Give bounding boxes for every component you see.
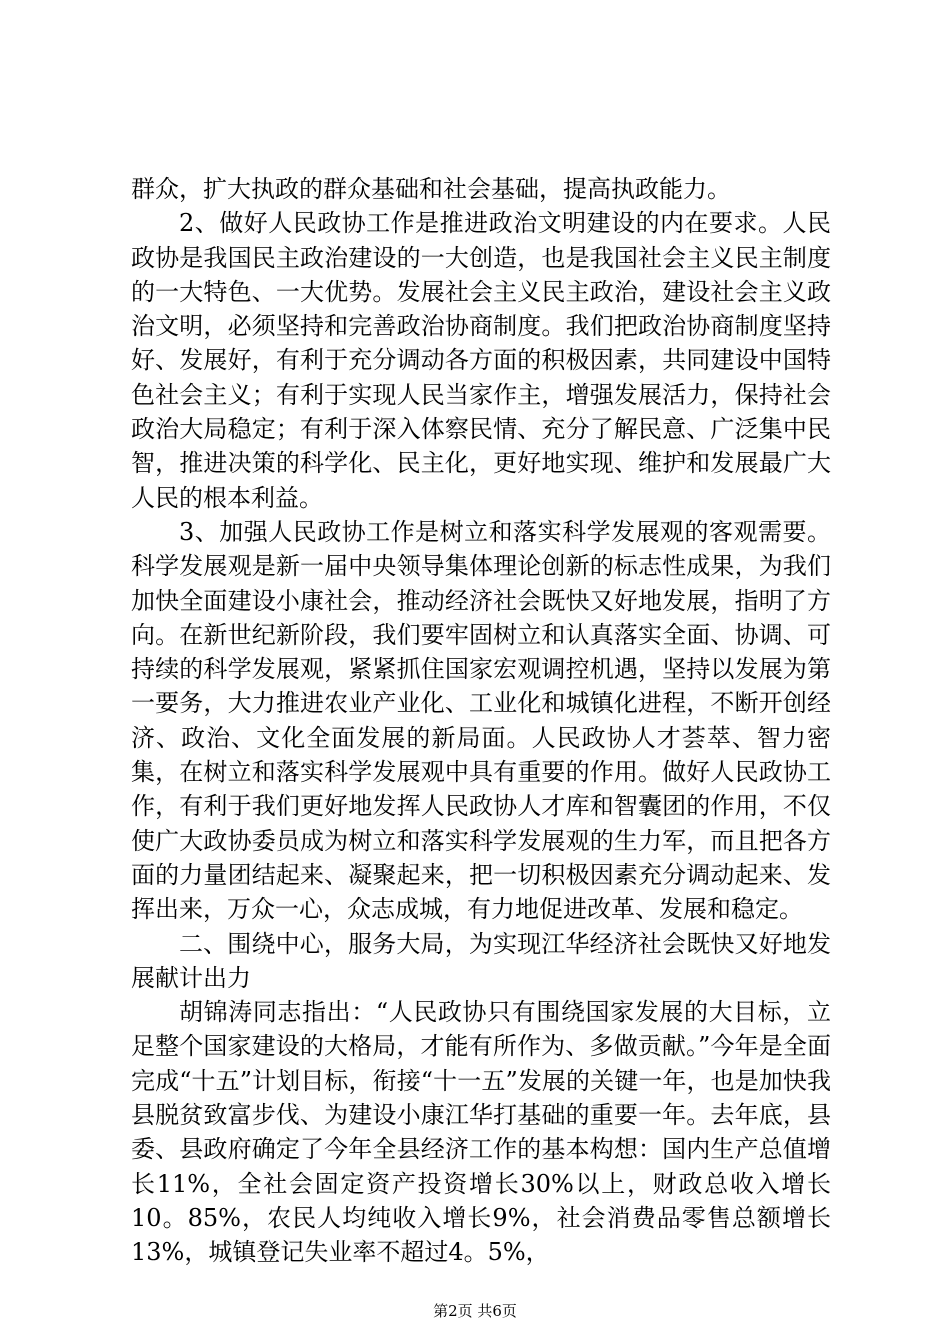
page-number-footer: 第2页 共6页 [433,1302,517,1320]
paragraph: 3、加强人民政协工作是树立和落实科学发展观的客观需要。科学发展观是新一届中央领导集体理论创新的标志性成果，为我们加快全面建设小康社会，推动经济社会既快又好地发展，指明了方向。在新世纪新阶段，我们要牢固树立和认真落实全面、协调、可持续的科学发展观，紧紧抓住国家宏观调控机遇，坚持以发展为第一要务，大力推进农业产业化、工业化和城镇化进程，不断开创经济、政治、文化全面发展的新局面。人民政协人才荟萃、智力密集，在树立和落实科学发展观中具有重要的作用。做好人民政协工作，有利于我们更好地发挥人民政协人才库和智囊团的作用，不仅使广大政协委员成为树立和落实科学发展观的生力军，而且把各方面的力量团结起来、凝聚起来，把一切积极因素充分调动起来、发挥出来，万众一心，众志成城，有力地促进改革、发展和稳定。 [131,517,831,924]
section-heading: 二、围绕中心，服务大局，为实现江华经济社会既快又好地发展献计出力 [131,929,831,992]
paragraph: 群众，扩大执政的群众基础和社会基础，提高执政能力。 [131,175,731,203]
paragraph: 2、做好人民政协工作是推进政治文明建设的内在要求。人民政协是我国民主政治建设的一大创造，也是我国社会主义民主制度的一大特色、一大优势。发展社会主义民主政治，建设社会主义政治文明，必须坚持和完善政治协商制度。我们把政治协商制度坚持好、发展好，有利于充分调动各方面的积极因素，共同建设中国特色社会主义；有利于实现人民当家作主，增强发展活力，保持社会政治大局稳定；有利于深入体察民情、充分了解民意、广泛集中民智，推进决策的科学化、民主化，更好地实现、维护和发展最广大人民的根本利益。 [131,209,831,512]
document-body [131,172,831,1270]
paragraph: 胡锦涛同志指出：“人民政协只有围绕国家发展的大目标，立足整个国家建设的大格局，才能有所作为、多做贡献。”今年是全面完成“十五”计划目标，衔接“十一五”发展的关键一年，也是加快我县脱贫致富步伐、为建设小康江华打基础的重要一年。去年底，县委、县政府确定了今年全县经济工作的基本构想：国内生产总值增长11%，全社会固定资产投资增长30%以上，财政总收入增长10。85%，农民人均纯收入增长9%，社会消费品零售总额增长13%，城镇登记失业率不超过4。5%， [131,998,831,1267]
